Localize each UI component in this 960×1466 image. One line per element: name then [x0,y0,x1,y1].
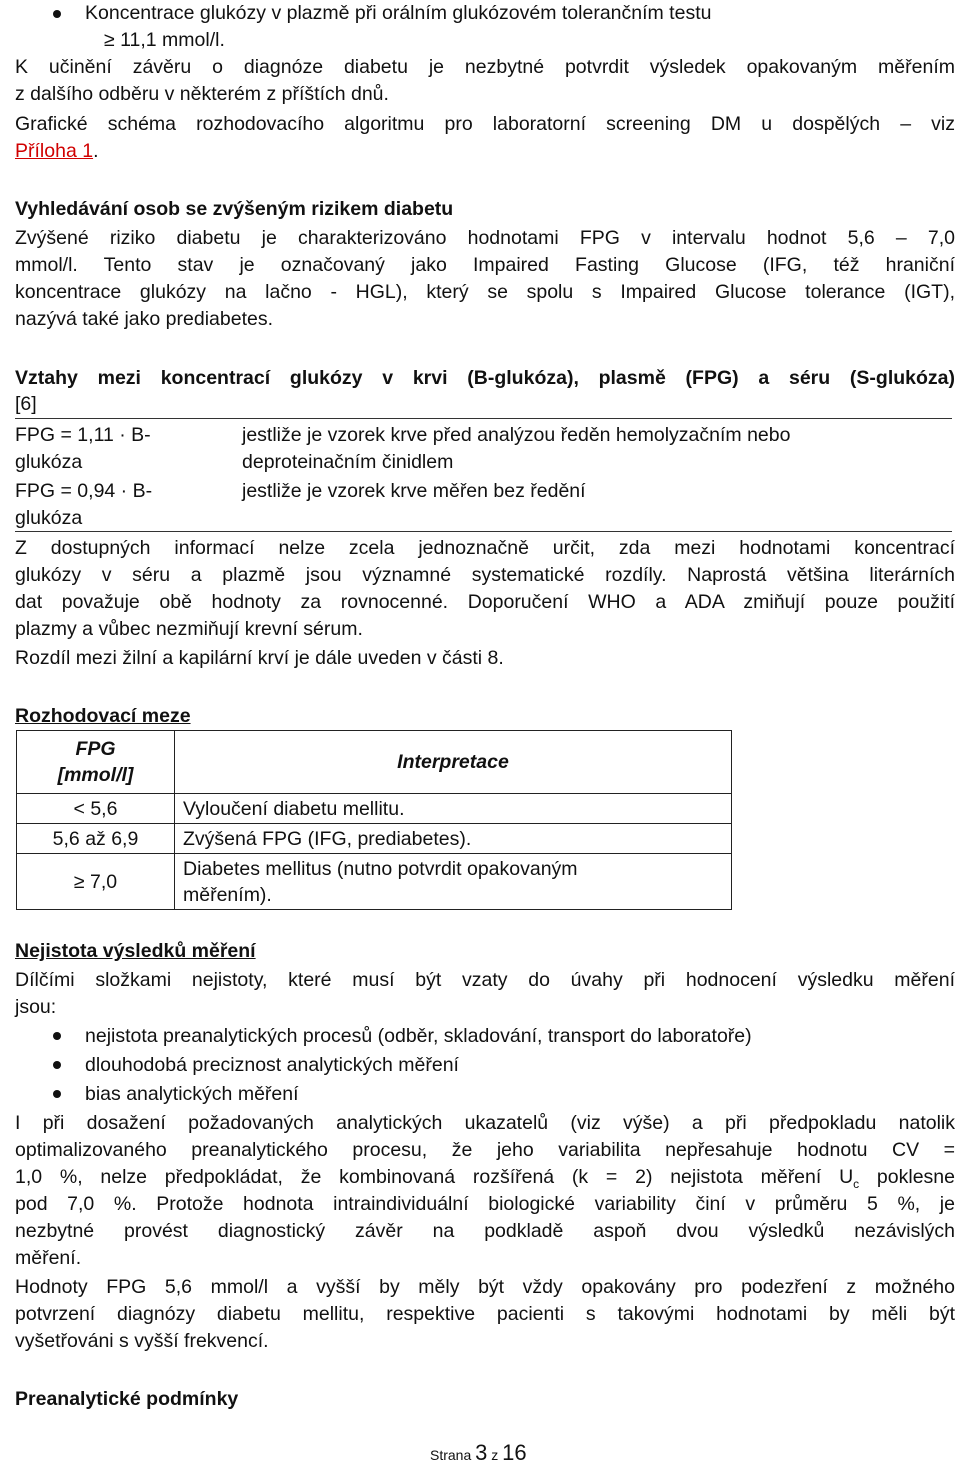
section-heading: Vyhledávání osob se zvýšeným rizikem diabetu [15,198,454,220]
paragraph-line: koncentrace glukózy na lačno - HGL), který se spolu s Impaired Glucose tolerance (IGT), [15,281,955,303]
paragraph-line: Grafické schéma rozhodovacího algoritmu pro laboratorní screening DM u dospělých – viz [15,113,955,135]
paragraph-line: Z dostupných informací nelze zcela jednoznačně určit, zda mezi hodnotami koncentrací [15,537,955,559]
paragraph-line: Dílčími složkami nejistoty, které musí být vzaty do úvahy při hodnocení výsledku měření [15,969,955,991]
section-heading: Rozhodovací meze [15,705,191,727]
table-row [17,794,732,824]
paragraph-line: nazývá také jako prediabetes. [15,308,273,330]
paragraph-line: glukózy v séru a plazmě jsou významné systematické rozdíly. Naprostá většina literárních [15,564,955,586]
paragraph-line: plazmy a vůbec nezmiňují krevní sérum. [15,618,363,640]
paragraph-line: z dalšího odběru v některém z příštích dnů. [15,83,389,105]
table-cell: Vyloučení diabetu mellitu. [175,794,732,824]
table-cell: Diabetes mellitus (nutno potvrdit opakovaným měřením). [175,854,732,910]
paragraph-line: nezbytné provést diagnostický závěr na podkladě aspoň dvou výsledků nezávislých [15,1220,955,1242]
page-total: 16 [502,1440,527,1465]
formula: glukóza [15,507,83,529]
table-cell: Zvýšená FPG (IFG, prediabetes). [175,824,732,854]
paragraph-line: jsou: [15,996,57,1018]
column-header: FPG [mmol/l] [17,731,175,794]
attachment-link[interactable]: Příloha 1 [15,140,94,162]
bullet-value: ≥ 11,1 mmol/l. [104,29,225,51]
paragraph-line: Příloha 1. [15,140,99,162]
table-cell: 5,6 až 6,9 [17,824,175,854]
paragraph-line: dat považuje obě hodnoty za rovnocenné. Doporučení WHO a ADA zmiňují pouze použití [15,591,955,613]
bullet-icon [53,1032,61,1040]
paragraph-line: vyšetřováni s vyšší frekvencí. [15,1330,269,1352]
table-row [17,854,732,910]
formula: FPG = 1,11 · B- [15,424,151,446]
table-header-row [17,731,732,794]
paragraph-line: optimalizovaného preanalytického procesu, že jeho variabilita nepřesahuje hodnotu CV = [15,1139,955,1161]
reference: [6] [15,393,37,415]
footer-label: Strana [430,1447,472,1463]
paragraph-line: pod 7,0 %. Protože hodnota intraindividuální biologické variability činí v průměru 5 %, je [15,1193,955,1215]
section-heading: Vztahy mezi koncentrací glukózy v krvi (B-glukóza), plasmě (FPG) a séru (S-glukóza) [15,367,955,389]
table-row [17,824,732,854]
formula-description: deproteinačním činidlem [242,451,454,473]
formula-description: jestliže je vzorek krve před analýzou ředěn hemolyzačním nebo [242,424,791,446]
table-cell: ≥ 7,0 [17,854,175,910]
section-heading: Nejistota výsledků měření [15,940,256,962]
list-item: nejistota preanalytických procesů (odběr, skladování, transport do laboratoře) [85,1025,752,1047]
table-rule [15,531,952,532]
list-item: dlouhodobá preciznost analytických měření [85,1054,459,1076]
formula: FPG = 0,94 · B- [15,480,153,502]
decision-table [16,730,732,910]
page-footer [430,1440,527,1466]
page-number: 3 [475,1440,488,1465]
paragraph-line: mmol/l. Tento stav je označovaný jako Impaired Fasting Glucose (IFG, též hraniční [15,254,955,276]
paragraph-line: I při dosažení požadovaných analytických ukazatelů (viz výše) a při předpokladu natolik [15,1112,955,1134]
column-header: Interpretace [175,731,732,794]
paragraph-line: 1,0 %, nelze předpokládat, že kombinovaná rozšířená (k = 2) nejistota měření $U_c$ poklesne [15,1166,955,1191]
footer-of: z [491,1447,499,1463]
table-cell: < 5,6 [17,794,175,824]
bullet-icon [53,1090,61,1098]
paragraph-line: Zvýšené riziko diabetu je charakterizováno hodnotami FPG v intervalu hodnot 5,6 – 7,0 [15,227,955,249]
bullet-icon [53,1061,61,1069]
table-rule [15,418,952,419]
paragraph-line: potvrzení diagnózy diabetu mellitu, respektive pacienti s takovými hodnotami by měli být [15,1303,955,1325]
formula-description: jestliže je vzorek krve měřen bez ředění [242,480,586,502]
paragraph-line: Hodnoty FPG 5,6 mmol/l a vyšší by měly být vždy opakovány pro podezření z možného [15,1276,955,1298]
bullet-icon [53,10,61,18]
formula: glukóza [15,451,83,473]
paragraph-line: K učinění závěru o diagnóze diabetu je nezbytné potvrdit výsledek opakovaným měřením [15,56,955,78]
section-heading: Preanalytické podmínky [15,1388,239,1410]
paragraph-line: měření. [15,1247,82,1269]
paragraph-line: Rozdíl mezi žilní a kapilární krví je dále uveden v části 8. [15,647,504,669]
bullet-text: Koncentrace glukózy v plazmě při orálním glukózovém tolerančním testu [85,2,712,24]
list-item: bias analytických měření [85,1083,299,1105]
